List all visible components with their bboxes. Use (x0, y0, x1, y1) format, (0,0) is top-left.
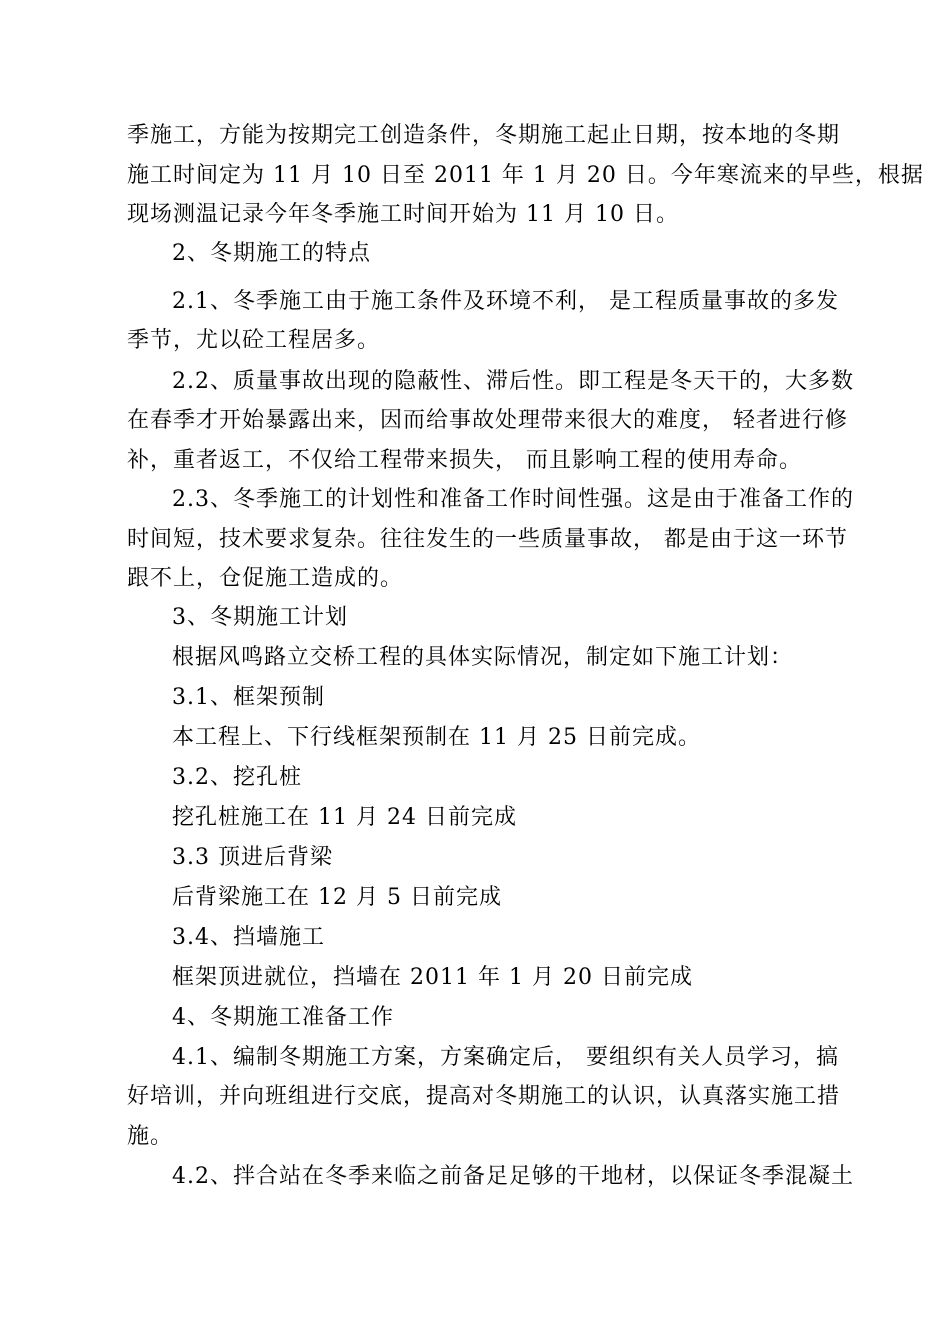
paragraph-line: 4.1、编制冬期施工方案，方案确定后， 要组织有关人员学习，搞 (172, 1045, 839, 1070)
paragraph-line: 根据风鸣路立交桥工程的具体实际情况，制定如下施工计划： (172, 645, 794, 670)
subsection-heading: 3.1、框架预制 (172, 685, 325, 710)
paragraph-line: 施工时间定为 11 月 10 日至 2011 年 1 月 20 日。今年寒流来的早些，根据 (127, 163, 924, 188)
paragraph-line: 季节，尤以砼工程居多。 (127, 328, 381, 353)
paragraph-line: 时间短，技术要求复杂。往往发生的一些质量事故， 都是由于这一环节 (127, 527, 848, 552)
paragraph-line: 在春季才开始暴露出来，因而给事故处理带来很大的难度， 轻者进行修 (127, 408, 848, 433)
paragraph-line: 4.2、拌合站在冬季来临之前备足足够的干地材，以保证冬季混凝土 (172, 1164, 854, 1189)
subsection-heading: 3.3 顶进后背梁 (172, 845, 333, 870)
paragraph-line: 好培训，并向班组进行交底，提高对冬期施工的认识，认真落实施工措 (127, 1084, 841, 1109)
paragraph-line: 2.3、冬季施工的计划性和准备工作时间性强。这是由于准备工作的 (172, 487, 854, 512)
paragraph-line: 现场测温记录今年冬季施工时间开始为 11 月 10 日。 (127, 202, 679, 227)
paragraph-line: 补，重者返工，不仅给工程带来损失， 而且影响工程的使用寿命。 (127, 448, 802, 473)
paragraph-line: 挖孔桩施工在 11 月 24 日前完成 (172, 805, 517, 830)
section-heading: 2、冬期施工的特点 (172, 241, 371, 266)
paragraph-line: 2.1、冬季施工由于施工条件及环境不利， 是工程质量事故的多发 (172, 289, 839, 314)
paragraph-line: 季施工，方能为按期完工创造条件，冬期施工起止日期，按本地的冬期 (127, 123, 841, 148)
paragraph-line: 本工程上、下行线框架预制在 11 月 25 日前完成。 (172, 725, 701, 750)
paragraph-line: 跟不上，仓促施工造成的。 (127, 566, 404, 591)
subsection-heading: 3.4、挡墙施工 (172, 925, 325, 950)
paragraph-line: 框架顶进就位，挡墙在 2011 年 1 月 20 日前完成 (172, 965, 693, 990)
paragraph-line: 施。 (127, 1124, 174, 1149)
section-heading: 3、冬期施工计划 (172, 605, 348, 630)
paragraph-line: 2.2、质量事故出现的隐蔽性、滞后性。即工程是冬天干的，大多数 (172, 369, 854, 394)
paragraph-line: 后背梁施工在 12 月 5 日前完成 (172, 885, 502, 910)
section-heading: 4、冬期施工准备工作 (172, 1005, 394, 1030)
subsection-heading: 3.2、挖孔桩 (172, 765, 302, 790)
